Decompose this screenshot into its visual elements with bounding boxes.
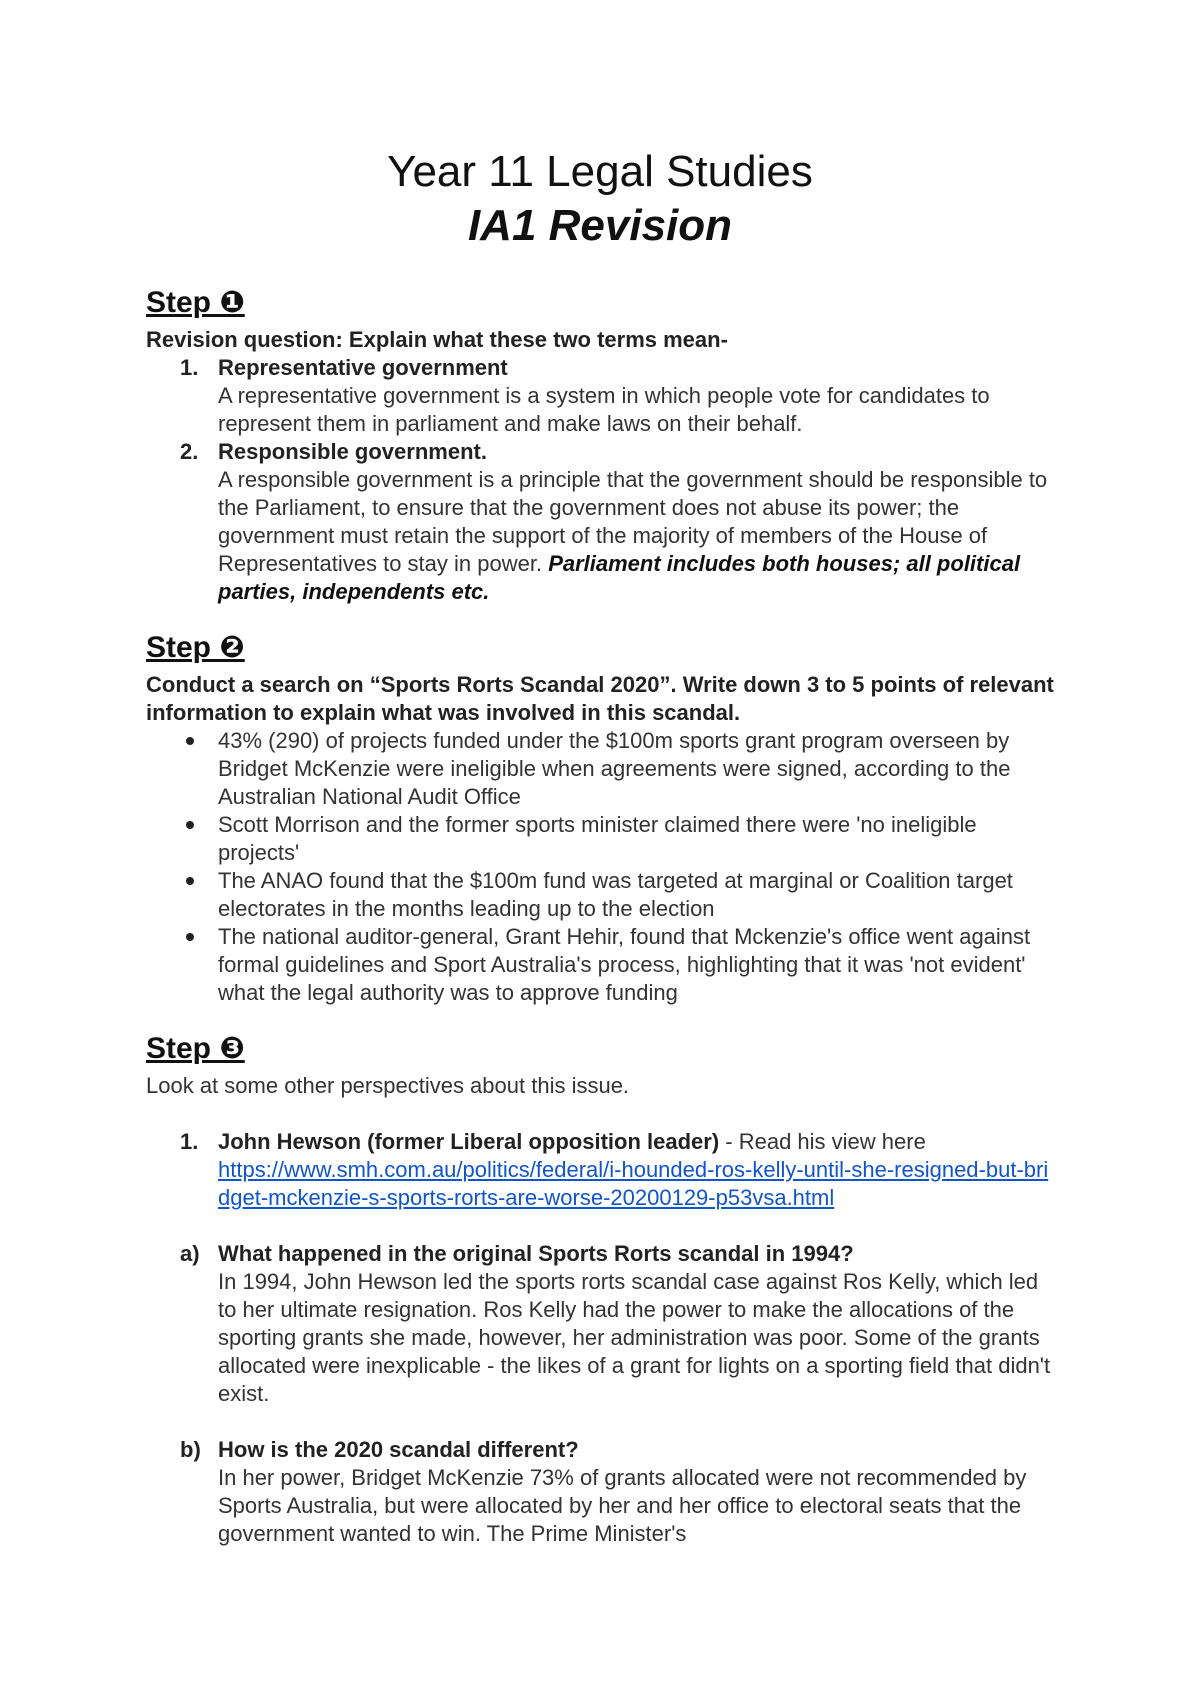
- step2-point: The national auditor-general, Grant Hehir, found that Mckenzie's office went against formal guidelines and Sport Australia's process, highlighting that it was 'not evident' what the legal authority was to approve funding: [218, 924, 1031, 1005]
- step2-heading: Step ❷: [146, 631, 245, 664]
- page-title: Year 11 Legal Studies: [387, 147, 813, 196]
- perspective-item: [146, 1128, 1066, 1212]
- article-link[interactable]: [218, 1156, 1058, 1212]
- step1-term: Responsible government.: [218, 439, 487, 464]
- step1-term: Representative government: [218, 355, 508, 380]
- subquestion-answer: In 1994, John Hewson led the sports rorts scandal case against Ros Kelly, which led to her ultimate resignation. Ros Kelly had the power to make the allocations of the sporting grants she made, however, her administration was poor. Some of the grants allocated were inexplicable - the likes of a grant for lights on a sporting field that didn't exist.: [218, 1269, 1051, 1406]
- list-marker: 1.: [180, 1129, 199, 1154]
- bullet: [186, 737, 194, 745]
- bullet: [186, 877, 194, 885]
- perspective-line: [218, 1128, 1066, 1156]
- step2-point: Scott Morrison and the former sports minister claimed there were 'no ineligible projects': [218, 812, 977, 865]
- step1-heading: Step ❶: [146, 286, 245, 319]
- step2-point: The ANAO found that the $100m fund was targeted at marginal or Coalition target electorates in the months leading up to the election: [218, 868, 1013, 921]
- list-marker: 2.: [180, 439, 199, 464]
- step3-heading: Step ❸: [146, 1032, 245, 1065]
- list-marker: a): [180, 1241, 200, 1266]
- list-item: [146, 811, 1066, 867]
- bullet: [186, 821, 194, 829]
- page-subtitle: IA1 Revision: [467, 201, 733, 250]
- list-item: [146, 923, 1066, 1007]
- subquestion-answer: In her power, Bridget McKenzie 73% of grants allocated were not recommended by Sports Australia, but were allocated by her and her office to electoral seats that the government wanted to win. The Prime Minister's: [218, 1465, 1027, 1546]
- step1-answer: A representative government is a system in which people vote for candidates to represent them in parliament and make laws on their behalf.: [218, 383, 990, 436]
- step1-item: [146, 438, 1066, 606]
- answer-text: A responsible government is a principle that the government should be responsible to the Parliament, to ensure that the government does not abuse its power; the government must retain the support of the majority of members of the House of Representatives to stay in power.: [218, 467, 1048, 576]
- subquestion: [146, 1436, 1066, 1548]
- step2-content: [146, 671, 1066, 1007]
- subquestion-text: How is the 2020 scandal different?: [218, 1437, 579, 1462]
- step1-item: [146, 354, 1066, 438]
- step1-answer: [218, 466, 1058, 606]
- title-block: [146, 145, 1054, 253]
- subquestion: [146, 1240, 1066, 1408]
- list-item: [146, 727, 1066, 811]
- list-marker: b): [180, 1437, 201, 1462]
- step2-point: 43% (290) of projects funded under the $100m sports grant program overseen by Bridget McKenzie were ineligible when agreements were signed, according to the Australian National Audit Office: [218, 728, 1011, 809]
- step2-question: Conduct a search on “Sports Rorts Scandal 2020”. Write down 3 to 5 points of relevant information to explain what was involved in this scandal.: [146, 672, 1054, 725]
- step1-content: [146, 326, 1066, 606]
- step3-content: [146, 1072, 1066, 1548]
- list-marker: 1.: [180, 355, 199, 380]
- bullet: [186, 933, 194, 941]
- list-item: [146, 867, 1066, 923]
- answer-emphasis: Parliament includes both houses; all political parties, independents etc.: [218, 551, 1021, 604]
- step1-question: Revision question: Explain what these two terms mean-: [146, 327, 728, 352]
- person-name: John Hewson (former Liberal opposition leader): [218, 1129, 720, 1154]
- subquestion-text: What happened in the original Sports Rorts scandal in 1994?: [218, 1241, 854, 1266]
- step3-intro: Look at some other perspectives about this issue.: [146, 1073, 630, 1098]
- read-text: - Read his view here: [719, 1129, 926, 1154]
- link-text[interactable]: https://www.smh.com.au/politics/federal/i-hounded-ros-kelly-until-she-resigned-but-bridget-mckenzie-s-sports-rorts-are-worse-20200129-p53vsa.html: [218, 1157, 1049, 1210]
